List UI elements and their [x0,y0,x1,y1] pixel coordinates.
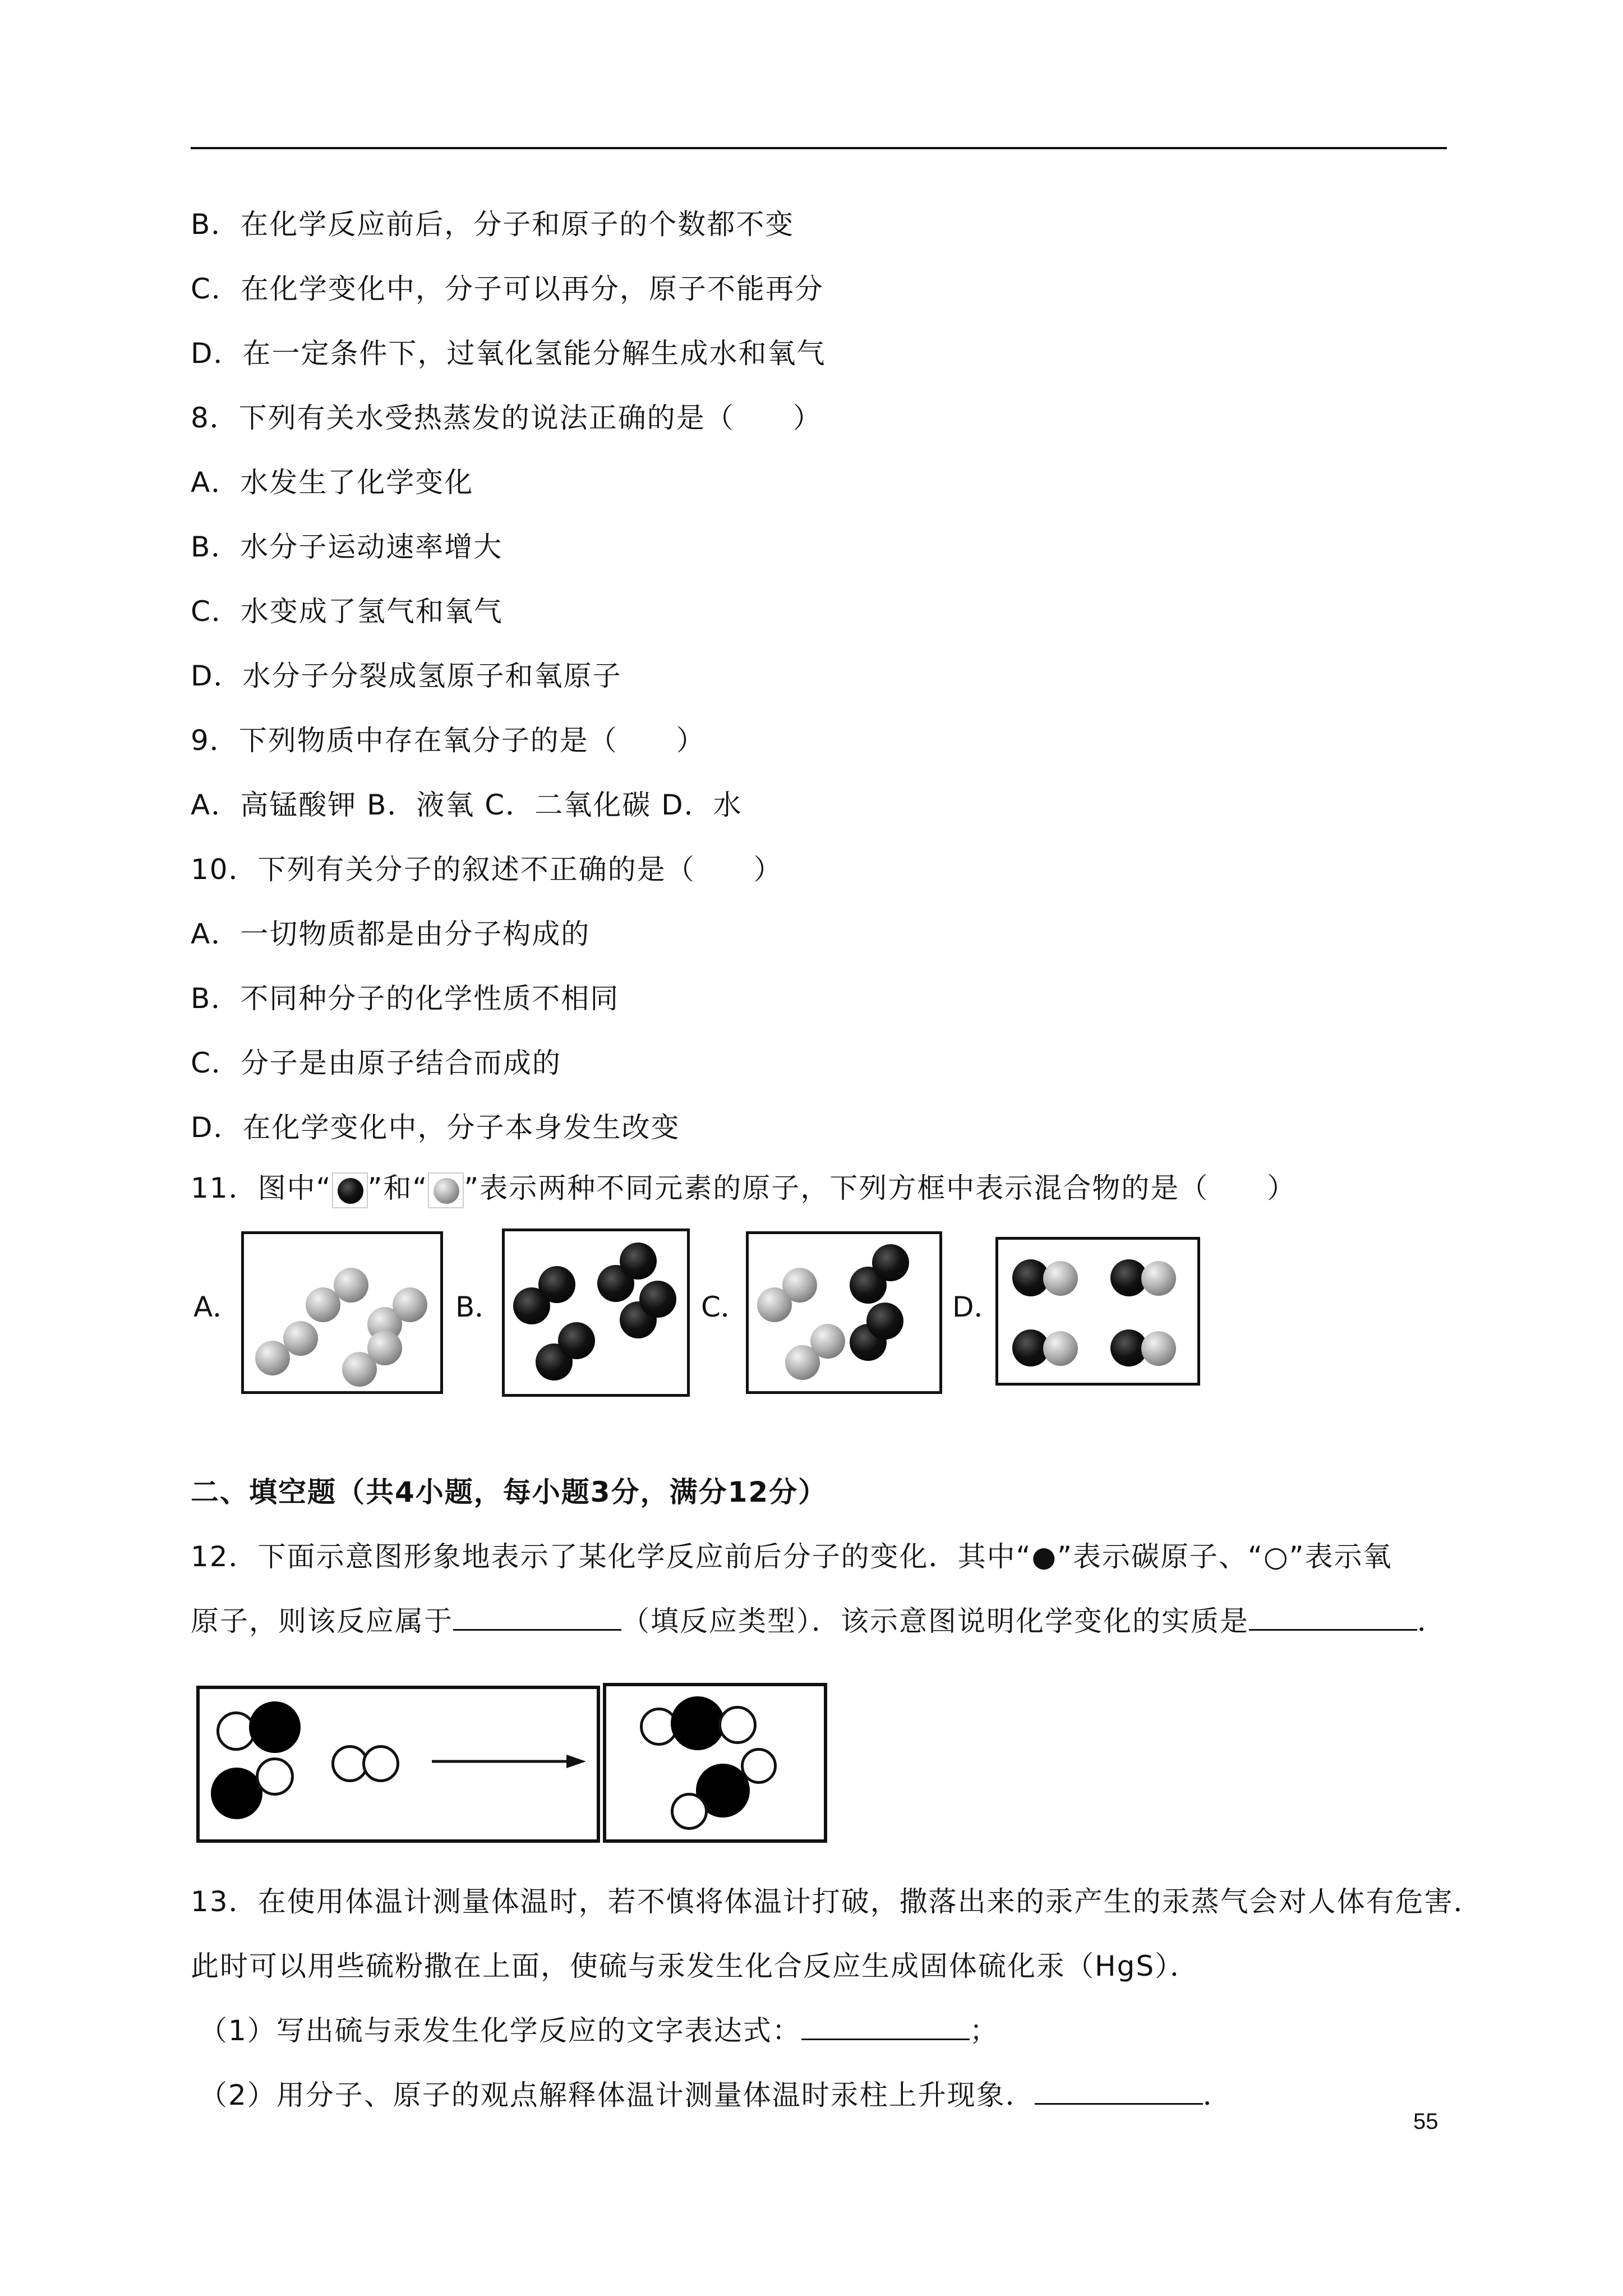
black-atom [338,1178,363,1204]
q11-stem-pre: 11．图中“ [191,1172,332,1204]
grey-atom [1043,1261,1078,1296]
q11-label-d: D． [952,1291,1002,1323]
q11-stem-mid: ”和“ [367,1172,428,1204]
q11-box-c [746,1231,942,1394]
q12-line-1: 12．下面示意图形象地表示了某化学反应前后分子的变化．其中“●”表示碳原子、“○”表示氧 [191,1540,1393,1573]
reaction-arrow-icon [432,1750,589,1773]
q10-stem: 10．下列有关分子的叙述不正确的是（ ） [191,853,783,886]
reaction-after-box [603,1683,827,1843]
black-atom-icon [332,1172,368,1208]
oxygen-atom [362,1745,399,1782]
grey-atom [810,1324,845,1359]
q13-part-1-text: （1）写出硫与汞发生化学反应的文字表达式： [199,2014,801,2047]
section-2-heading: 二、填空题（共4小题，每小题3分，满分12分） [191,1476,828,1508]
q7-option-c: C．在化学变化中，分子可以再分，原子不能再分 [191,273,824,305]
q11-label-c: C． [701,1291,749,1323]
q10-option-b: B．不同种分子的化学性质不相同 [191,982,620,1015]
q8-option-d: D．水分子分裂成氢原子和氧原子 [191,660,622,692]
q12-blank-1[interactable] [453,1604,621,1631]
q7-option-b: B．在化学反应前后，分子和原子的个数都不变 [191,208,795,241]
page-number: 55 [1413,2109,1438,2134]
grey-atom [393,1287,427,1322]
q12-line-2 [191,1604,1446,1638]
header-rule [191,147,1447,149]
grey-atom [434,1178,459,1204]
oxygen-atom [256,1757,294,1796]
grey-atom [782,1268,817,1303]
q10-option-a: A．一切物质都是由分子构成的 [191,918,591,950]
q12-text-b: （填反应类型）．该示意图说明化学变化的实质是 [621,1605,1249,1637]
black-atom [639,1281,676,1318]
black-atom [620,1243,657,1280]
q13-part-2 [199,2078,1232,2112]
q12-text-a: 原子，则该反应属于 [191,1605,453,1637]
q13-blank-2[interactable] [1035,2078,1203,2105]
carbon-atom [671,1696,725,1750]
black-atom [866,1303,903,1340]
q13-line-1: 13．在使用体温计测量体温时，若不慎将体温计打破，撒落出来的汞产生的汞蒸气会对人体有危害． [191,1885,1483,1918]
q7-option-d: D．在一定条件下，过氧化氢能分解生成水和氧气 [191,337,826,370]
q8-option-c: C．水变成了氢气和氧气 [191,595,503,628]
q11-label-a: A． [193,1291,241,1323]
grey-atom [367,1331,402,1365]
grey-atom [1141,1331,1176,1366]
q11-box-a [241,1231,443,1394]
q13-blank-1[interactable] [801,2014,970,2040]
grey-atom [334,1268,368,1303]
q9-stem: 9．下列物质中存在氧分子的是（ ） [191,724,706,757]
carbon-atom [211,1768,262,1819]
q13-part-1 [199,2014,999,2047]
q13-part-2-end: ． [1202,2079,1232,2111]
q11-label-b: B． [455,1291,503,1323]
black-atom [872,1244,909,1281]
q11-box-b [502,1228,690,1397]
q13-line-2: 此时可以用些硫粉撒在上面，使硫与汞发生化合反应生成固体硫化汞（HgS）． [191,1950,1200,1982]
carbon-atom [249,1701,301,1753]
grey-atom-icon [428,1172,464,1208]
grey-atom [1141,1261,1176,1296]
oxygen-atom [718,1706,757,1744]
grey-atom [283,1321,318,1356]
grey-atom [1043,1331,1078,1366]
q10-option-d: D．在化学变化中，分子本身发生改变 [191,1111,680,1144]
q8-option-a: A．水发生了化学变化 [191,466,474,499]
q8-stem: 8．下列有关水受热蒸发的说法正确的是（ ） [191,402,822,434]
q11-stem-post: ”表示两种不同元素的原子，下列方框中表示混合物的是（ ） [464,1172,1297,1204]
black-atom [538,1266,575,1303]
q11-box-d [995,1237,1200,1386]
q13-part-1-end: ； [969,2014,999,2047]
q8-option-b: B．水分子运动速率增大 [191,531,503,563]
q10-option-c: C．分子是由原子结合而成的 [191,1047,561,1079]
q12-text-c: ． [1417,1605,1446,1637]
q12-blank-2[interactable] [1249,1604,1417,1631]
oxygen-atom [671,1793,708,1830]
black-atom [558,1322,595,1359]
q13-part-2-text: （2）用分子、原子的观点解释体温计测量体温时汞柱上升现象． [199,2079,1035,2111]
q9-options: A．高锰酸钾 B．液氧 C．二氧化碳 D．水 [191,789,743,821]
q11-stem [191,1171,1296,1208]
